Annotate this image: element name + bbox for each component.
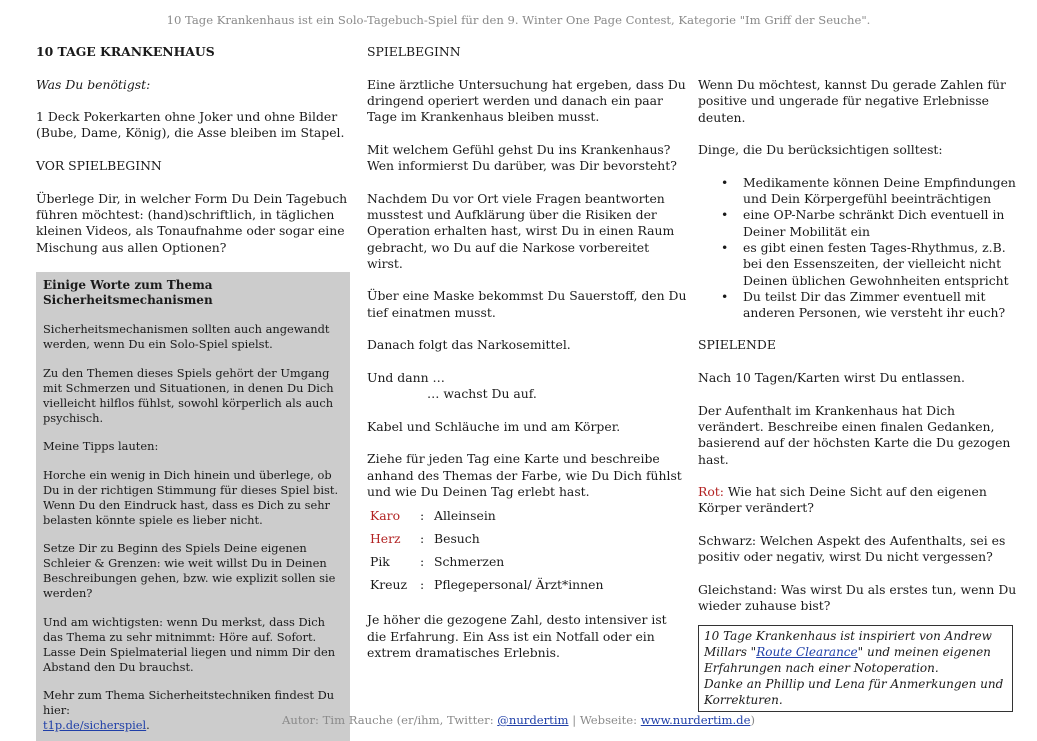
discharge-text: Nach 10 Tagen/Karten wirst Du entlassen. [698,370,965,386]
intro-text: Eine ärztliche Untersuchung hat ergeben, dass Du dringend operiert werden und danach ein paar Tage im Krankenhaus bleiben musst. [367,76,686,125]
safety-box [36,272,350,741]
needs-heading: Was Du benötigst: [36,76,151,92]
column-left [36,44,354,741]
list-item: • Medikamente können Deine Empfindungen und Dein Körpergefühl beeinträchtigen [743,175,1018,208]
and-then: Und dann … [367,369,445,385]
suit-name: Herz [370,531,401,547]
column-right [698,44,1018,712]
wake-up-text [367,370,687,403]
final-thought-text: Der Aufenthalt im Krankenhaus hat Dich verändert. Beschreibe einen finalen Gedanken, basierend auf der höchsten Karte die Du gezogen hast. [698,402,1011,467]
column-middle [367,44,687,678]
even-odd-text: Wenn Du möchtest, kannst Du gerade Zahlen für positive und ungerade für negative Erlebnisse deuten. [698,77,1006,125]
suit-row [367,577,603,600]
needs-text: 1 Deck Pokerkarten ohne Joker und ohne Bilder (Bube, Dame, König), die Asse bleiben im Stapel. [36,109,345,141]
suit-theme: Besuch [434,531,480,547]
suit-row [367,531,603,554]
credit-box [698,625,1013,712]
website-label: | Webseite: [568,713,641,727]
anesthetic-text: Danach folgt das Narkosemittel. [367,337,571,353]
oxygen-text: Über eine Maske bekommst Du Sauerstoff, den Du tief einatmen musst. [367,288,687,320]
author-text: Autor: Tim Rauche (er/ihm, Twitter: [282,713,498,727]
pre-game-heading: VOR SPIELBEGINN [36,158,162,174]
safety-paragraph: Setze Dir zu Beginn des Spiels Deine eigenen Schleier & Grenzen: wie weit willst Du in Deinen Beschreibungen gehen, bzw. wie explizit sollen sie werden? [43,541,336,601]
suit-separator: : [420,531,425,547]
safety-paragraph: Horche ein wenig in Dich hinein und überlege, ob Du in der richtigen Stimmung für dieses Spiel bist. Wenn Du den Eindruck hast, dass es Dich zu sehr belasten könnte spiele es lieber nicht. [43,467,339,527]
suit-row [367,508,603,531]
footer-close: ) [750,713,755,727]
cables-text: Kabel und Schläuche im und am Körper. [367,418,621,434]
suit-name: Pik [370,554,390,570]
twitter-link[interactable]: @nurdertim [497,713,569,727]
credit-text: 10 Tage Krankenhaus ist inspiriert von Andrew Millars " [704,628,992,659]
footer [0,713,1037,727]
safety-paragraph: Und am wichtigsten: wenn Du merkst, dass Dich das Thema zu sehr mitnimmt: Höre auf. Sofort. Lasse Dein Spielmaterial liegen und nimm Dir den Abstand den Du brauchst. [43,614,336,674]
safety-box-title: Einige Worte zum Thema Sicherheitsmechanismen [43,278,213,308]
safety-paragraph: Zu den Themen dieses Spiels gehört der Umgang mit Schmerzen und Situationen, in denen Du Dich vielleicht hilflos fühlst, sowohl körperlich als auch psychisch. [43,365,334,425]
suit-theme: Schmerzen [434,554,505,570]
question-feeling: Mit welchem Gefühl gehst Du ins Krankenhaus? [367,141,671,157]
suit-separator: : [420,577,425,593]
suit-separator: : [420,554,425,570]
game-end-heading: SPIELENDE [698,337,776,353]
game-title: 10 TAGE KRANKENHAUS [36,44,215,59]
safety-paragraph: Sicherheitsmechanismen sollten auch angewandt werden, wenn Du ein Solo-Spiel spielst. [43,322,330,352]
red-label: Rot: [698,484,724,500]
suit-theme: Alleinsein [434,508,496,524]
list-item: • es gibt einen festen Tages-Rhythmus, z.B. bei den Essenszeiten, der vielleicht nicht Deinen üblichen Gewohnheiten entspricht [743,240,1018,289]
header-note: 10 Tage Krankenhaus ist ein Solo-Tagebuch-Spiel für den 9. Winter One Page Contest, Kategorie "Im Griff der Seuche". [166,13,871,27]
suit-theme: Pflegepersonal/ Ärzt*innen [434,577,604,593]
question-inform: Wen informierst Du darüber, was Dir bevorsteht? [367,158,677,174]
preparation-text: Nachdem Du vor Ort viele Fragen beantworten musstest und Aufklärung über die Risiken der Operation erhalten hast, wirst Du in einen Raum gebracht, wo Du auf die Narkose vorbereitet wirst. [367,190,675,271]
wake-up: … wachst Du auf. [427,386,537,402]
suit-name: Kreuz [370,577,408,593]
safety-paragraph: Meine Tipps lauten: [43,439,159,454]
suit-table [367,508,603,600]
suit-separator: : [420,508,425,524]
list-item: • Du teilst Dir das Zimmer eventuell mit anderen Personen, wie versteht ihr euch? [743,289,1018,322]
website-link[interactable]: www.nurdertim.de [640,713,751,727]
thanks-text: Danke an Phillip und Lena für Anmerkungen und Korrekturen. [704,676,1004,707]
considerations-list [698,175,1018,322]
sicherspiel-link[interactable]: t1p.de/sicherspiel [43,718,147,733]
intensity-text: Je höher die gezogene Zahl, desto intensiver ist die Erfahrung. Ein Ass ist ein Notfall oder ein extrem dramatisches Erlebnis. [367,612,667,660]
safety-more-text: Mehr zum Thema Sicherheitstechniken findest Du hier: [43,688,335,718]
questions [367,142,687,175]
period: . [146,718,150,733]
red-text: Wie hat sich Deine Sicht auf den eigenen Körper verändert? [698,484,987,516]
pre-game-text: Überlege Dir, in welcher Form Du Dein Tagebuch führen möchtest: (hand)schriftlich, in täglichen kleinen Videos, als Tonaufnahme oder sogar eine Mischung aus allen Optionen? [36,190,348,255]
game-start-heading: SPIELBEGINN [367,44,461,59]
draw-card-text: Ziehe für jeden Tag eine Karte und beschreibe anhand des Themas der Farbe, wie Du Dich fühlst und wie Du Deinen Tag erlebt hast. [367,451,682,500]
route-clearance-link[interactable]: Route Clearance [756,644,858,659]
suit-row [367,554,603,577]
black-outcome: Schwarz: Welchen Aspekt des Aufenthalts, sei es positiv oder negativ, wirst Du nicht vergessen? [698,533,1006,565]
suit-name: Karo [370,508,401,524]
considerations-heading: Dinge, die Du berücksichtigen solltest: [698,142,943,158]
red-outcome [698,484,1018,517]
tie-outcome: Gleichstand: Was wirst Du als erstes tun, wenn Du wieder zuhause bist? [698,581,1017,614]
list-item: • eine OP-Narbe schränkt Dich eventuell in Deiner Mobilität ein [743,207,1018,240]
credit-text-2: " und meinen eigenen Erfahrungen nach einer Notoperation. [704,644,991,675]
